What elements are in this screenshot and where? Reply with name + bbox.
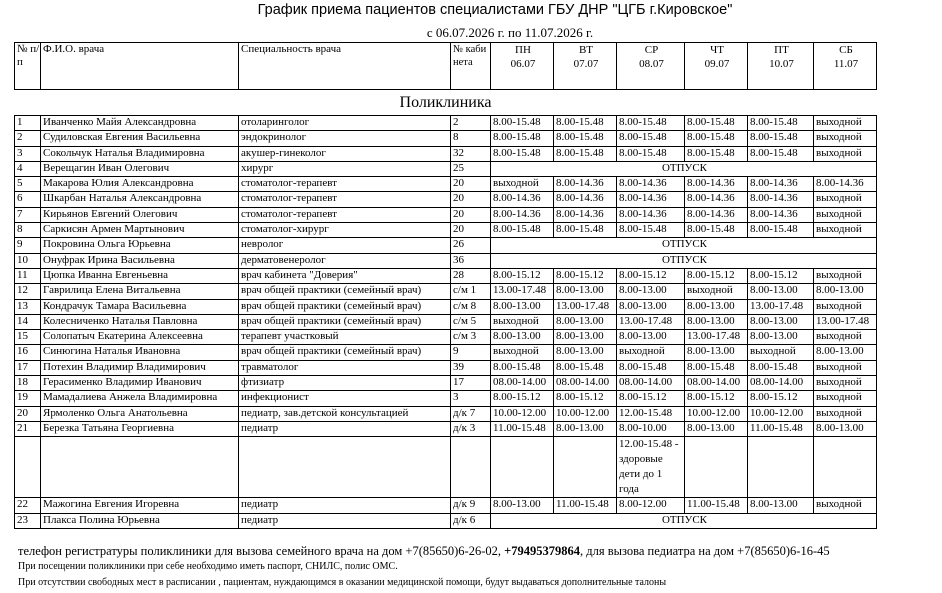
- schedule-cell: 13.00-17.48: [617, 314, 685, 329]
- row-number: 12: [15, 284, 41, 299]
- doctor-specialty: стоматолог-терапевт: [239, 177, 451, 192]
- cabinet-number: 25: [451, 161, 491, 176]
- row-number: 8: [15, 223, 41, 238]
- doctor-specialty: невролог: [239, 238, 451, 253]
- doctor-specialty: врач общей практики (семейный врач): [239, 284, 451, 299]
- schedule-cell: 8.00-14.36: [748, 192, 814, 207]
- table-row: [15, 330, 877, 345]
- schedule-cell: 8.00-15.48: [685, 146, 748, 161]
- cabinet-number: 17: [451, 376, 491, 391]
- row-number: 14: [15, 314, 41, 329]
- schedule-cell: выходной: [814, 192, 877, 207]
- doctor-specialty: [239, 437, 451, 498]
- table-row: [15, 268, 877, 283]
- doctor-specialty: дерматовенеролог: [239, 253, 451, 268]
- cabinet-number: с/м 5: [451, 314, 491, 329]
- schedule-cell: выходной: [814, 223, 877, 238]
- schedule-cell: 12.00-15.48: [617, 406, 685, 421]
- row-number: 3: [15, 146, 41, 161]
- schedule-cell: выходной: [814, 207, 877, 222]
- schedule-cell: 8.00-15.48: [685, 116, 748, 131]
- doctor-specialty: эндокринолог: [239, 131, 451, 146]
- table-row: [15, 345, 877, 360]
- doctor-name: Кондрачук Тамара Васильевна: [41, 299, 239, 314]
- doctor-name: Герасименко Владимир Иванович: [41, 376, 239, 391]
- header-spec: Специальность врача: [239, 43, 451, 90]
- schedule-cell: выходной: [814, 146, 877, 161]
- doctor-name: Ярмоленко Ольга Анатольевна: [41, 406, 239, 421]
- schedule-cell: 8.00-13.00: [748, 330, 814, 345]
- schedule-cell: 8.00-13.00: [617, 299, 685, 314]
- doctor-name: Потехин Владимир Владимирович: [41, 360, 239, 375]
- table-row: [15, 314, 877, 329]
- cabinet-number: 20: [451, 177, 491, 192]
- schedule-cell: 8.00-15.48: [685, 131, 748, 146]
- cabinet-number: 32: [451, 146, 491, 161]
- header-num: № п/п: [15, 43, 41, 90]
- schedule-cell: 8.00-13.00: [685, 421, 748, 436]
- footer-phone: телефон регистратуры поликлиники для вызова семейного врача на дом +7(85650)6-26-02, +79495379864, для вызова педиатра на дом +7(85650)6-16-45: [18, 544, 830, 558]
- schedule-cell: 13.00-17.48: [491, 284, 554, 299]
- section-title: Поликлиника: [399, 94, 492, 111]
- doctor-name: Шкарбан Наталья Александровна: [41, 192, 239, 207]
- doctor-name: [41, 437, 239, 498]
- table-row: [15, 406, 877, 421]
- table-row: [15, 131, 877, 146]
- doctor-name: Синюгина Наталья Ивановна: [41, 345, 239, 360]
- schedule-cell: 8.00-13.00: [554, 421, 617, 436]
- cabinet-number: 26: [451, 238, 491, 253]
- schedule-cell: 13.00-17.48: [554, 299, 617, 314]
- doctor-specialty: инфекционист: [239, 391, 451, 406]
- table-row: [15, 207, 877, 222]
- doctor-specialty: врач общей практики (семейный врач): [239, 314, 451, 329]
- row-number: 2: [15, 131, 41, 146]
- doctor-name: Саркисян Армен Мартынович: [41, 223, 239, 238]
- row-number: 9: [15, 238, 41, 253]
- schedule-cell: выходной: [685, 284, 748, 299]
- row-number: 5: [15, 177, 41, 192]
- doctor-name: Онуфрак Ирина Васильевна: [41, 253, 239, 268]
- cabinet-number: 39: [451, 360, 491, 375]
- schedule-cell: 8.00-14.36: [617, 177, 685, 192]
- schedule-cell: выходной: [814, 268, 877, 283]
- leave-status: ОТПУСК: [491, 253, 877, 268]
- cabinet-number: д/к 6: [451, 513, 491, 528]
- doctor-name: Сокольчук Наталья Владимировна: [41, 146, 239, 161]
- cabinet-number: [451, 437, 491, 498]
- cabinet-number: с/м 8: [451, 299, 491, 314]
- schedule-cell: 8.00-15.48: [554, 146, 617, 161]
- schedule-cell: 08.00-14.00: [685, 376, 748, 391]
- row-number: 1: [15, 116, 41, 131]
- doctor-specialty: хирург: [239, 161, 451, 176]
- doctor-specialty: педиатр: [239, 513, 451, 528]
- schedule-cell: выходной: [748, 345, 814, 360]
- table-row: [15, 238, 877, 253]
- row-number: 7: [15, 207, 41, 222]
- schedule-cell: выходной: [814, 131, 877, 146]
- schedule-cell: выходной: [814, 406, 877, 421]
- doctor-specialty: врач кабинета "Доверия": [239, 268, 451, 283]
- doctor-specialty: стоматолог-хирург: [239, 223, 451, 238]
- row-number: 16: [15, 345, 41, 360]
- schedule-cell: 8.00-15.48: [748, 116, 814, 131]
- cabinet-number: 20: [451, 223, 491, 238]
- schedule-cell: выходной: [814, 498, 877, 513]
- header-day-wed: СР 08.07: [617, 43, 685, 90]
- cabinet-number: с/м 3: [451, 330, 491, 345]
- table-row: [15, 421, 877, 436]
- schedule-cell: 8.00-14.36: [617, 192, 685, 207]
- schedule-cell: выходной: [814, 299, 877, 314]
- schedule-cell: 11.00-15.48: [491, 421, 554, 436]
- cabinet-number: д/к 9: [451, 498, 491, 513]
- schedule-cell: 8.00-15.48: [617, 223, 685, 238]
- schedule-cell: 8.00-13.00: [814, 421, 877, 436]
- schedule-cell: [554, 437, 617, 498]
- cabinet-number: 20: [451, 207, 491, 222]
- schedule-cell: 8.00-14.36: [748, 207, 814, 222]
- schedule-cell: 8.00-15.48: [554, 223, 617, 238]
- schedule-cell: 8.00-13.00: [554, 314, 617, 329]
- table-row: [15, 437, 877, 498]
- schedule-cell: выходной: [491, 177, 554, 192]
- schedule-cell: 8.00-14.36: [748, 177, 814, 192]
- schedule-cell: 8.00-15.48: [617, 146, 685, 161]
- schedule-cell: 8.00-15.12: [617, 268, 685, 283]
- schedule-cell: 8.00-13.00: [554, 330, 617, 345]
- schedule-cell: 8.00-15.12: [491, 391, 554, 406]
- row-number: 10: [15, 253, 41, 268]
- schedule-cell: 8.00-15.48: [491, 146, 554, 161]
- schedule-cell: 8.00-14.36: [685, 192, 748, 207]
- cabinet-number: д/к 7: [451, 406, 491, 421]
- schedule-cell: [748, 437, 814, 498]
- table-row: [15, 513, 877, 528]
- schedule-cell: 8.00-14.36: [554, 177, 617, 192]
- schedule-cell: 08.00-14.00: [554, 376, 617, 391]
- table-row: [15, 177, 877, 192]
- schedule-cell: 8.00-13.00: [685, 345, 748, 360]
- schedule-cell: 8.00-13.00: [748, 314, 814, 329]
- schedule-cell: 8.00-15.48: [554, 116, 617, 131]
- doctor-name: Березка Татьяна Георгиевна: [41, 421, 239, 436]
- row-number: 15: [15, 330, 41, 345]
- schedule-cell: 8.00-14.36: [685, 207, 748, 222]
- row-number: 22: [15, 498, 41, 513]
- footer-note-documents: При посещении поликлиники при себе необходимо иметь паспорт, СНИЛС, полис ОМС.: [18, 561, 398, 572]
- schedule-cell: 8.00-10.00: [617, 421, 685, 436]
- schedule-cell: [814, 437, 877, 498]
- schedule-cell: 8.00-13.00: [685, 299, 748, 314]
- doctor-specialty: педиатр: [239, 498, 451, 513]
- schedule-cell: 13.00-17.48: [814, 314, 877, 329]
- cabinet-number: 20: [451, 192, 491, 207]
- schedule-cell: 8.00-13.00: [814, 284, 877, 299]
- doctor-specialty: травматолог: [239, 360, 451, 375]
- row-number: 6: [15, 192, 41, 207]
- cabinet-number: 2: [451, 116, 491, 131]
- schedule-cell: 8.00-14.36: [685, 177, 748, 192]
- row-number: [15, 437, 41, 498]
- row-number: 4: [15, 161, 41, 176]
- header-day-thu: ЧТ 09.07: [685, 43, 748, 90]
- schedule-cell: 8.00-15.12: [554, 268, 617, 283]
- row-number: 21: [15, 421, 41, 436]
- schedule-cell: 8.00-15.12: [748, 391, 814, 406]
- header-name: Ф.И.О. врача: [41, 43, 239, 90]
- schedule-cell: выходной: [814, 330, 877, 345]
- schedule-cell: 8.00-15.48: [554, 360, 617, 375]
- schedule-cell: 8.00-15.48: [491, 360, 554, 375]
- schedule-cell: 8.00-13.00: [491, 330, 554, 345]
- table-row: [15, 146, 877, 161]
- row-number: 23: [15, 513, 41, 528]
- schedule-cell: выходной: [491, 314, 554, 329]
- doctor-specialty: акушер-гинеколог: [239, 146, 451, 161]
- doctor-name: Мажогина Евгения Игоревна: [41, 498, 239, 513]
- schedule-cell: 10.00-12.00: [685, 406, 748, 421]
- schedule-cell: [491, 437, 554, 498]
- doctor-name: Плакса Полина Юрьевна: [41, 513, 239, 528]
- row-number: 13: [15, 299, 41, 314]
- schedule-cell: 8.00-15.48: [748, 360, 814, 375]
- cabinet-number: с/м 1: [451, 284, 491, 299]
- schedule-cell: 8.00-13.00: [748, 498, 814, 513]
- schedule-cell: 8.00-15.48: [748, 146, 814, 161]
- schedule-cell: 08.00-14.00: [748, 376, 814, 391]
- schedule-cell: 8.00-15.12: [554, 391, 617, 406]
- doctor-specialty: стоматолог-терапевт: [239, 207, 451, 222]
- table-row: [15, 253, 877, 268]
- schedule-cell: 8.00-13.00: [554, 345, 617, 360]
- leave-status: ОТПУСК: [491, 238, 877, 253]
- schedule-cell: 8.00-15.48: [491, 223, 554, 238]
- doctor-name: Гаврилица Елена Витальевна: [41, 284, 239, 299]
- schedule-cell: выходной: [814, 376, 877, 391]
- doctor-name: Мамадалиева Анжела Владимировна: [41, 391, 239, 406]
- row-number: 17: [15, 360, 41, 375]
- table-row: [15, 498, 877, 513]
- table-row: [15, 360, 877, 375]
- schedule-cell: 13.00-17.48: [685, 330, 748, 345]
- schedule-cell: 11.00-15.48: [748, 421, 814, 436]
- schedule-cell: 8.00-15.12: [685, 268, 748, 283]
- schedule-cell: 08.00-14.00: [617, 376, 685, 391]
- schedule-cell: выходной: [814, 360, 877, 375]
- schedule-cell: 8.00-15.48: [617, 116, 685, 131]
- schedule-cell: 8.00-14.36: [491, 207, 554, 222]
- header-day-fri: ПТ 10.07: [748, 43, 814, 90]
- doctor-name: Кирьянов Евгений Олегович: [41, 207, 239, 222]
- table-row: [15, 116, 877, 131]
- doctor-name: Верещагин Иван Олегович: [41, 161, 239, 176]
- schedule-cell: [685, 437, 748, 498]
- header-day-sat: СБ 11.07: [814, 43, 877, 90]
- schedule-cell: выходной: [814, 116, 877, 131]
- schedule-cell: 8.00-13.00: [491, 299, 554, 314]
- schedule-cell: 8.00-14.36: [617, 207, 685, 222]
- footer-note-extra-tickets: При отсутствии свободных мест в расписании , пациентам, нуждающимся в оказании медицинской помощи, будут выдаваться дополнительные талоны: [18, 577, 667, 588]
- schedule-cell: 8.00-15.48: [617, 131, 685, 146]
- doctor-specialty: педиатр: [239, 421, 451, 436]
- schedule-cell: 8.00-14.36: [814, 177, 877, 192]
- doctor-specialty: врач общей практики (семейный врач): [239, 345, 451, 360]
- schedule-cell: 8.00-13.00: [685, 314, 748, 329]
- schedule-cell: 8.00-14.36: [554, 192, 617, 207]
- schedule-cell: 8.00-15.48: [685, 360, 748, 375]
- doctor-specialty: отоларинголог: [239, 116, 451, 131]
- schedule-cell: выходной: [491, 345, 554, 360]
- header-day-tue: ВТ 07.07: [554, 43, 617, 90]
- schedule-cell: 8.00-13.00: [814, 345, 877, 360]
- table-row: [15, 192, 877, 207]
- cabinet-number: 3: [451, 391, 491, 406]
- schedule-cell: 8.00-15.48: [617, 360, 685, 375]
- cabinet-number: 36: [451, 253, 491, 268]
- doctor-specialty: врач общей практики (семейный врач): [239, 299, 451, 314]
- doctor-name: Солопатыч Екатерина Алексеевна: [41, 330, 239, 345]
- schedule-table: [14, 42, 877, 529]
- doctor-specialty: терапевт участковый: [239, 330, 451, 345]
- table-row: [15, 284, 877, 299]
- schedule-cell: 11.00-15.48: [685, 498, 748, 513]
- cabinet-number: д/к 3: [451, 421, 491, 436]
- schedule-cell: 8.00-12.00: [617, 498, 685, 513]
- schedule-cell: 8.00-13.00: [748, 284, 814, 299]
- schedule-cell: 10.00-12.00: [554, 406, 617, 421]
- schedule-cell: 10.00-12.00: [491, 406, 554, 421]
- doctor-specialty: фтизиатр: [239, 376, 451, 391]
- schedule-cell: 8.00-15.12: [617, 391, 685, 406]
- row-number: 20: [15, 406, 41, 421]
- schedule-cell: 8.00-15.48: [491, 131, 554, 146]
- schedule-cell: 8.00-15.12: [685, 391, 748, 406]
- schedule-cell: 8.00-15.12: [748, 268, 814, 283]
- table-row: [15, 161, 877, 176]
- schedule-cell: 8.00-15.48: [748, 223, 814, 238]
- doctor-name: Макарова Юлия Александровна: [41, 177, 239, 192]
- page-title: График приема пациентов специалистами ГБУ ДНР "ЦГБ г.Кировское": [257, 2, 733, 18]
- period-subtitle: с 06.07.2026 г. по 11.07.2026 г.: [426, 25, 594, 40]
- section-row: [15, 90, 877, 116]
- cabinet-number: 8: [451, 131, 491, 146]
- doctor-name: Судиловская Евгения Васильевна: [41, 131, 239, 146]
- doctor-name: Покровина Ольга Юрьевна: [41, 238, 239, 253]
- schedule-cell: 8.00-13.00: [617, 284, 685, 299]
- schedule-cell: 8.00-13.00: [554, 284, 617, 299]
- row-number: 18: [15, 376, 41, 391]
- doctor-specialty: стоматолог-терапевт: [239, 192, 451, 207]
- header-row: [15, 43, 877, 90]
- schedule-cell: 8.00-15.48: [554, 131, 617, 146]
- schedule-cell: 13.00-17.48: [748, 299, 814, 314]
- schedule-cell: 8.00-15.48: [685, 223, 748, 238]
- schedule-cell: выходной: [814, 391, 877, 406]
- doctor-name: Иванченко Майя Александровна: [41, 116, 239, 131]
- cabinet-number: 9: [451, 345, 491, 360]
- schedule-cell: 8.00-13.00: [617, 330, 685, 345]
- row-number: 11: [15, 268, 41, 283]
- schedule-cell: 10.00-12.00: [748, 406, 814, 421]
- schedule-cell: 8.00-15.12: [491, 268, 554, 283]
- schedule-cell: 8.00-13.00: [491, 498, 554, 513]
- table-row: [15, 391, 877, 406]
- header-cabinet: № кабинета: [451, 43, 491, 90]
- schedule-cell: 8.00-14.36: [491, 192, 554, 207]
- schedule-cell: 11.00-15.48: [554, 498, 617, 513]
- table-row: [15, 299, 877, 314]
- cabinet-number: 28: [451, 268, 491, 283]
- leave-status: ОТПУСК: [491, 513, 877, 528]
- row-number: 19: [15, 391, 41, 406]
- schedule-cell: 12.00-15.48 - здоровые дети до 1 года: [617, 437, 685, 498]
- table-row: [15, 223, 877, 238]
- schedule-cell: 08.00-14.00: [491, 376, 554, 391]
- schedule-cell: 8.00-14.36: [554, 207, 617, 222]
- schedule-cell: выходной: [617, 345, 685, 360]
- schedule-cell: 8.00-15.48: [748, 131, 814, 146]
- doctor-name: Цюпка Иванна Евгеньевна: [41, 268, 239, 283]
- doctor-name: Колесниченко Наталья Павловна: [41, 314, 239, 329]
- doctor-specialty: педиатр, зав.детской консультацией: [239, 406, 451, 421]
- schedule-cell: 8.00-15.48: [491, 116, 554, 131]
- table-row: [15, 376, 877, 391]
- header-day-mon: ПН 06.07: [491, 43, 554, 90]
- leave-status: ОТПУСК: [491, 161, 877, 176]
